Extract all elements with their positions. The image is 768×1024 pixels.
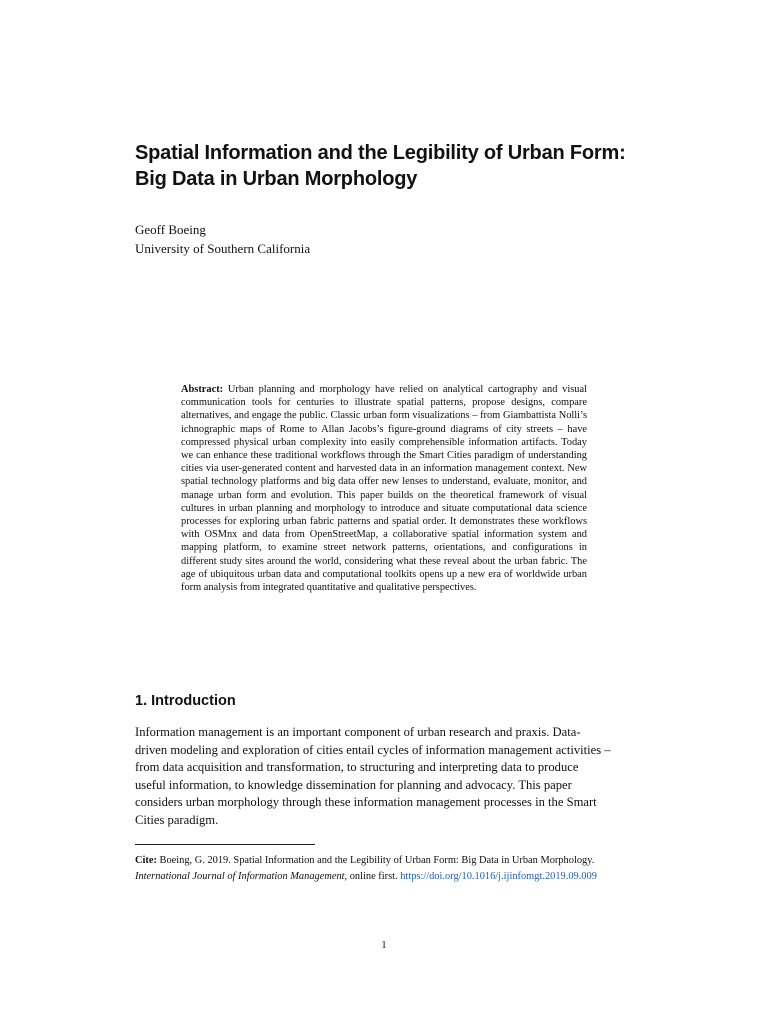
paper-title bbox=[135, 140, 655, 192]
author-block bbox=[135, 220, 310, 258]
citation-line-2 bbox=[135, 869, 645, 885]
citation-text: Boeing, G. 2019. Spatial Information and the Legibility of Urban Form: Big Data in Urban Morphology. bbox=[156, 855, 595, 866]
intro-line: useful information, to knowledge dissemination for planning and advocacy. This paper bbox=[135, 777, 572, 792]
intro-line: driven modeling and exploration of cities entail cycles of information management activities – bbox=[135, 742, 611, 757]
intro-line: considers urban morphology through these information management processes in the Smart bbox=[135, 795, 597, 810]
footnote-divider bbox=[135, 844, 315, 845]
section-heading-introduction: 1. Introduction bbox=[135, 693, 236, 709]
author-affiliation: University of Southern California bbox=[135, 241, 311, 256]
intro-line: Cities paradigm. bbox=[135, 812, 219, 827]
page-number: 1 bbox=[381, 940, 387, 951]
citation-after-journal: , online first. bbox=[344, 871, 401, 882]
intro-line: Information management is an important component of urban research and praxis. Data- bbox=[135, 725, 581, 739]
citation-line-1 bbox=[135, 853, 645, 869]
citation-label: Cite: bbox=[135, 855, 157, 866]
doi-link[interactable]: https://doi.org/10.1016/j.ijinfomgt.2019.09.009 bbox=[400, 871, 597, 882]
introduction-paragraph bbox=[135, 724, 633, 830]
title-line-2: Big Data in Urban Morphology bbox=[135, 168, 418, 190]
title-line-1: Spatial Information and the Legibility of Urban Form: bbox=[135, 142, 626, 164]
citation-footnote bbox=[135, 853, 645, 885]
abstract-label: Abstract: bbox=[181, 384, 224, 395]
intro-line: from data acquisition and transformation, to structuring and interpreting data to produce bbox=[135, 760, 579, 775]
abstract-text: Urban planning and morphology have relied on analytical cartography and visual communication tools for centuries to illustrate spatial patterns, propose designs, compare alternatives, and engage the public. Classic urban form visualizations – from Giambattista Nolli’s ichnographic maps of Rome to Allan Jacobs’s figure-ground diagrams of city streets – have compressed physical urban complexity into easily comprehensible information artifacts. Today we can enhance these traditional workflows through the Smart Cities paradigm of understanding cities via user-generated content and harvested data in an information management context. New spatial technology platforms and big data offer new lenses to understand, evaluate, monitor, and manage urban form and evolution. This paper builds on the theoretical framework of visual cultures in urban planning and morphology to introduce and situate computational data science processes for exploring urban fabric patterns and spatial order. It demonstrates these workflows with OSMnx and data from OpenStreetMap, a collaborative spatial information system and mapping platform, to examine street network patterns, orientations, and configurations in different study sites around the world, considering what these reveal about the urban fabric. The age of ubiquitous urban data and computational toolkits opens up a new era of worldwide urban form analysis from integrated quantitative and qualitative perspectives. bbox=[181, 384, 587, 594]
abstract bbox=[181, 383, 587, 594]
citation-journal: International Journal of Information Management bbox=[135, 871, 345, 882]
author-name: Geoff Boeing bbox=[135, 222, 206, 237]
